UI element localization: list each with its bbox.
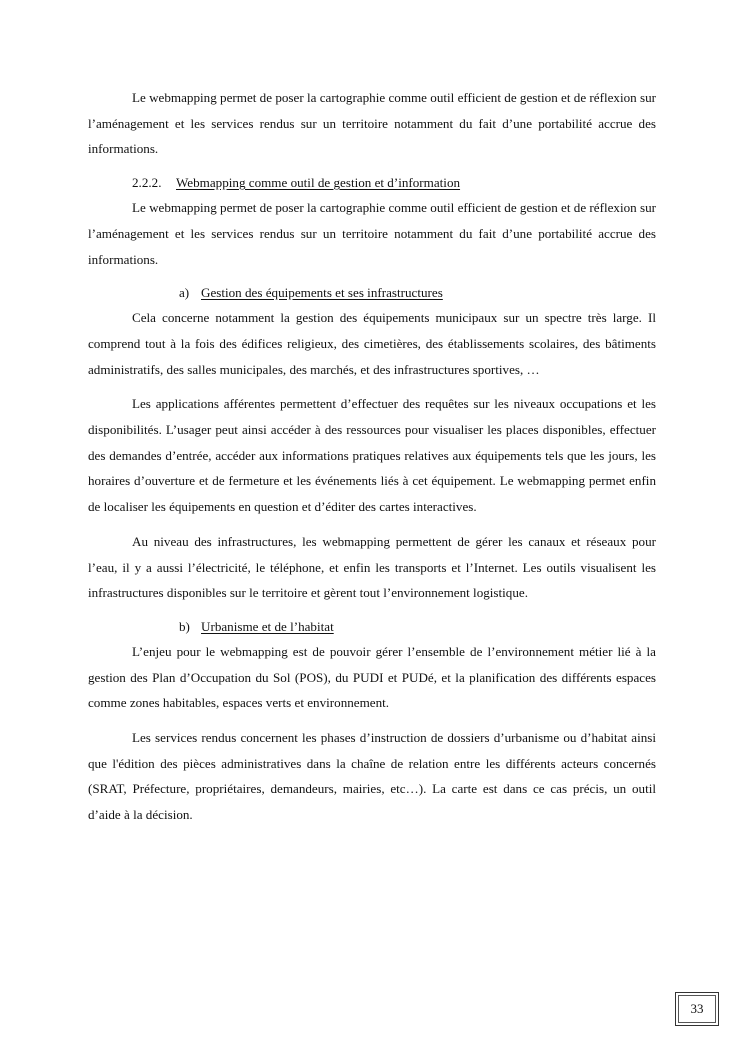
paragraph-enjeu: L’enjeu pour le webmapping est de pouvoir gérer l’ensemble de l’environnement métier lié à la gestion des Plan d’Occupation du Sol (POS), du PUDI et PUDé, et la planification des différents espaces comme zones habitables, espaces verts et environnement. bbox=[88, 643, 656, 711]
subsection-marker-a: a) bbox=[179, 285, 190, 301]
subsection-heading-b bbox=[88, 615, 656, 639]
subsection-title-a: Gestion des équipements et ses infrastructures bbox=[201, 285, 443, 301]
paragraph-section-intro: Le webmapping permet de poser la cartographie comme outil efficient de gestion et de réflexion sur l’aménagement et les services rendus sur un territoire notamment du fait d’une portabilité accrue des informations. bbox=[88, 200, 656, 267]
paragraph-equipements: Cela concerne notamment la gestion des équipements municipaux sur un spectre très large. Il comprend tout à la fois des édifices religieux, des cimetières, des établissements scolaires, des bâtiments administratifs, des salles municipales, des marchés, et des infrastructures sportives, … bbox=[88, 310, 656, 377]
section-heading bbox=[88, 171, 656, 195]
page-number: 33 bbox=[690, 1001, 704, 1016]
section-number: 2.2.2. bbox=[132, 175, 162, 191]
document-body bbox=[88, 85, 656, 828]
section-title: Webmapping comme outil de gestion et d’information bbox=[176, 175, 461, 191]
subsection-marker-b: b) bbox=[179, 618, 190, 634]
paragraph-applications: Les applications afférentes permettent d’effectuer des requêtes sur les niveaux occupations et les disponibilités. L’usager peut ainsi accéder à des ressources pour visualiser les places disponibles, effectuer des demandes d’entrée, accéder aux informations pratiques relatives aux équipements tels que les jours, les horaires d’ouverture et de fermeture et les événements liés à cet équipement. Le webmapping permet enfin de localiser les équipements en question et d’éditer des cartes interactives. bbox=[88, 396, 656, 515]
subsection-title-b: Urbanisme et de l’habitat bbox=[201, 618, 334, 634]
subsection-heading-a bbox=[88, 281, 656, 305]
paragraph-services: Les services rendus concernent les phases d’instruction de dossiers d’urbanisme ou d’habitat ainsi que l'édition des pièces administratives dans la chaîne de relation entre les différents acteurs concernés (SRAT, Préfecture, propriétaires, demandeurs, mairies, etc…). La carte est dans ce cas précis, un outil d’aide à la décision. bbox=[88, 730, 656, 823]
page-number-box bbox=[675, 992, 719, 1026]
paragraph-intro: Le webmapping permet de poser la cartographie comme outil efficient de gestion et de réflexion sur l’aménagement et les services rendus sur un territoire notamment du fait d’une portabilité accrue des informations. bbox=[88, 90, 656, 157]
paragraph-infrastructures: Au niveau des infrastructures, les webmapping permettent de gérer les canaux et réseaux pour l’eau, il y a aussi l’électricité, le téléphone, et enfin les transports et l’Internet. Les outils visualisent les infrastructures disponibles sur le territoire et gèrent tout l’environnement logistique. bbox=[88, 533, 656, 601]
